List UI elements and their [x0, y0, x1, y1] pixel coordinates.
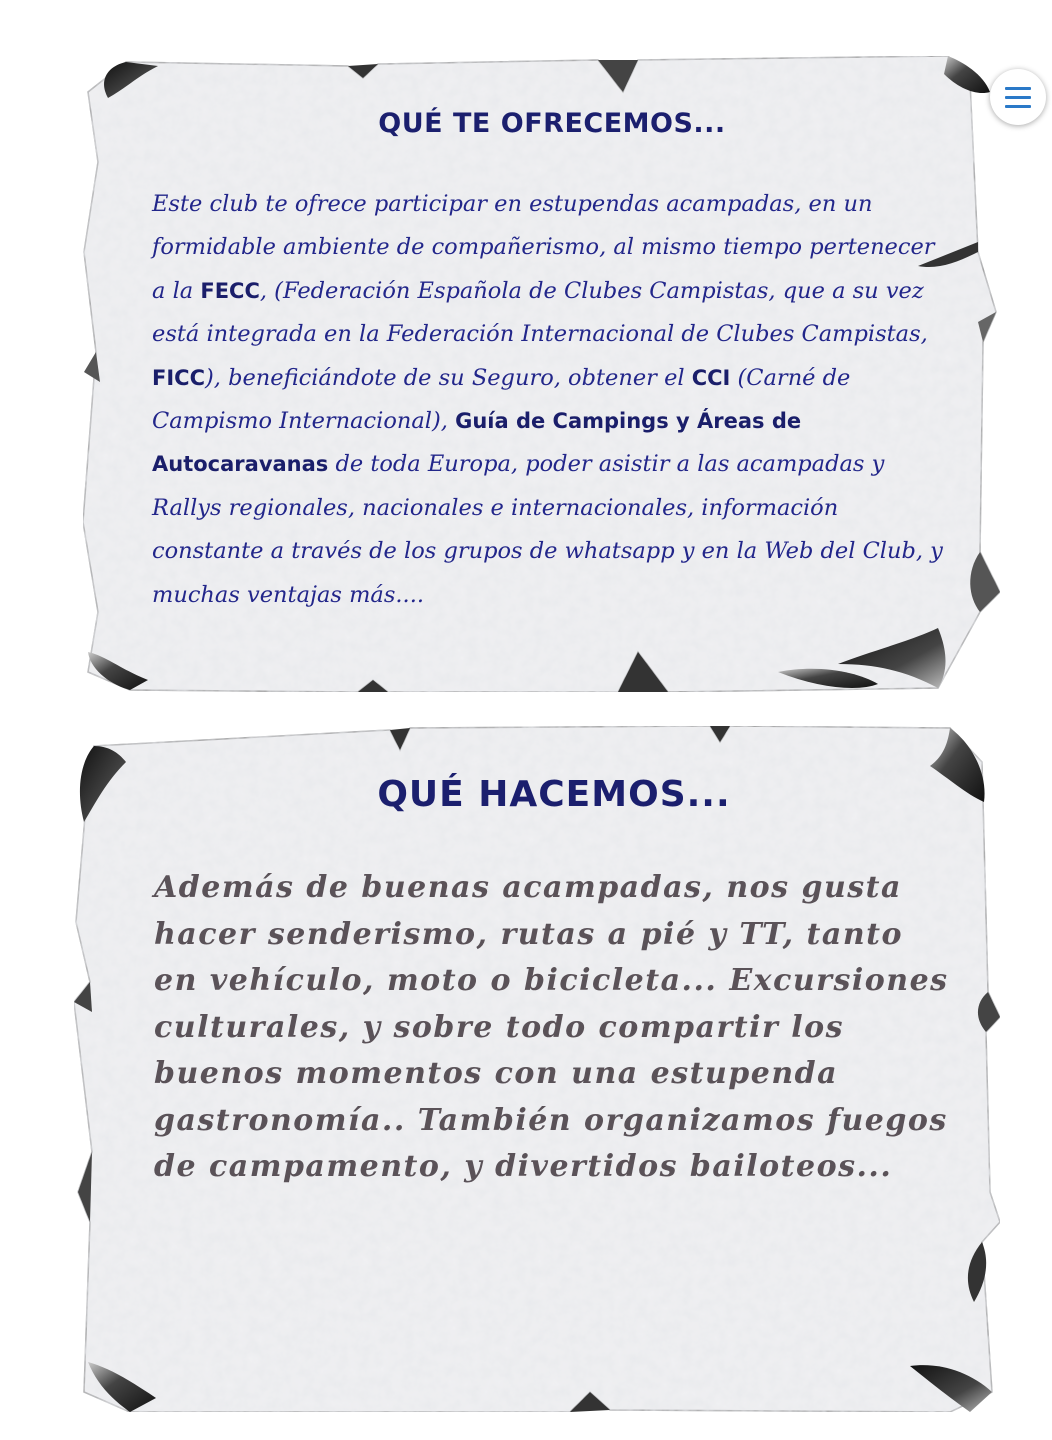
- offer-scroll: [78, 52, 1000, 696]
- offer-title: QUÉ TE OFRECEMOS...: [378, 108, 726, 139]
- activities-title: QUÉ HACEMOS...: [377, 774, 731, 815]
- activities-content: [154, 774, 954, 1191]
- hamburger-menu-icon: [1005, 87, 1031, 107]
- activities-text: Además de buenas acampadas, nos gusta hacer senderismo, rutas a pié y TT, tanto en vehículo, moto o bicicleta... Excursiones culturales, y sobre todo compartir los buenos momentos con una estupenda gastronomía.. También organizamos fuegos de campamento, y divertidos bailoteos...: [154, 870, 949, 1184]
- menu-button[interactable]: [990, 69, 1046, 125]
- offer-text: Este club te ofrece participar en estupendas acampadas, en un formidable ambiente de compañerismo, al mismo tiempo pertenecer a la FECC, (Federación Española de Clubes Campistas, que a su vez está integrada en la Federación Internacional de Clubes Campistas, FICC), beneficiándote de su Seguro, obtener el CCI (Carné de Campismo Internacional), Guía de Campings y Áreas de Autocaravanas de toda Europa, poder asistir a las acampadas y Rallys regionales, nacionales e internacionales, información constante a través de los grupos de whatsapp y en la Web del Club, y muchas ventajas más....: [152, 191, 943, 608]
- offer-content: [152, 108, 952, 617]
- activities-scroll: [70, 722, 1000, 1416]
